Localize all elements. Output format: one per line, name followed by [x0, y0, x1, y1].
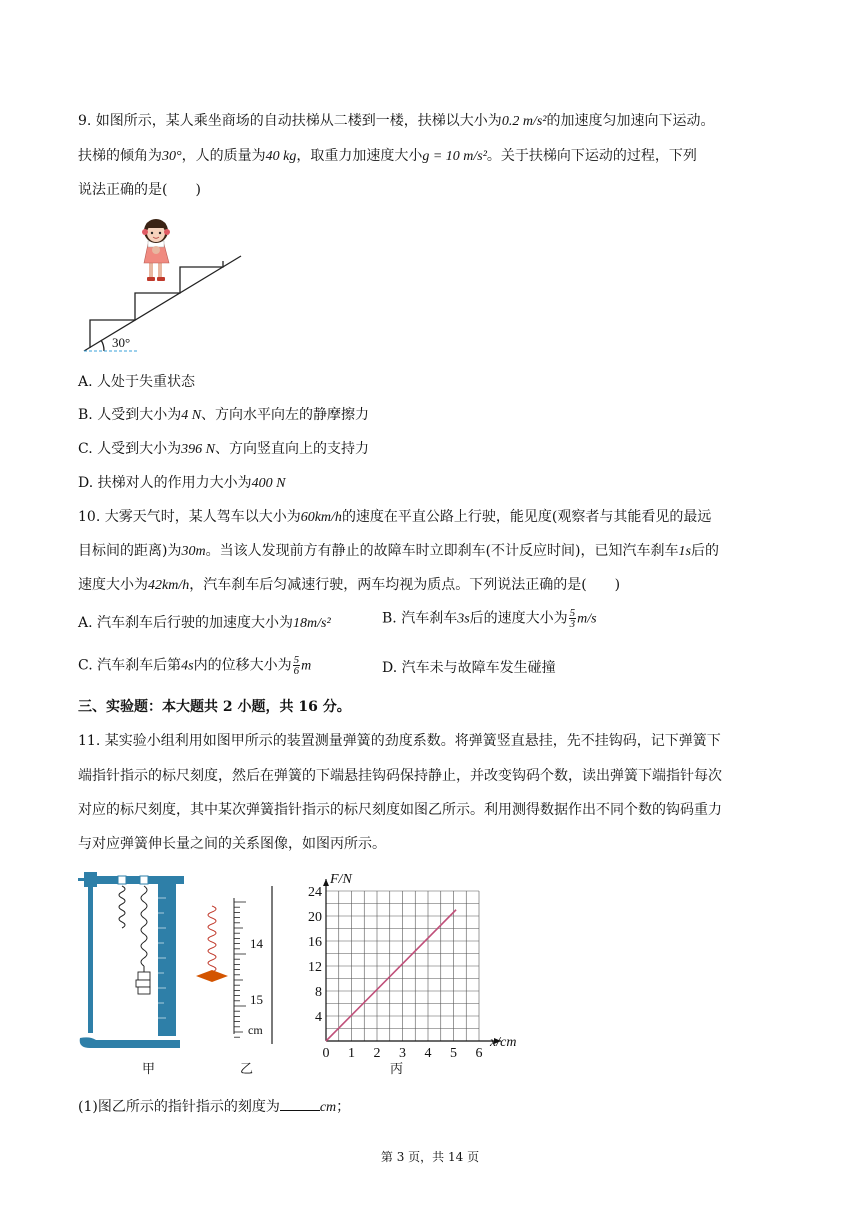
- math-unit: cm: [319, 1100, 337, 1115]
- chart-tick-labels: [308, 885, 483, 1061]
- option-text: B. 汽车刹车: [382, 610, 458, 627]
- y-axis-arrow-icon: [323, 879, 329, 886]
- math-time: 3s: [457, 611, 470, 627]
- q9-line-3: 说法正确的是( ): [78, 182, 201, 198]
- fraction: [293, 655, 301, 676]
- angle-arc: [101, 340, 104, 351]
- hook-weights: [136, 972, 150, 994]
- q11-sub1: [78, 1096, 350, 1118]
- x-tick-label: 2: [373, 1046, 381, 1061]
- page-footer: 第 3 页，共 14 页: [380, 1150, 480, 1164]
- spring-2: [141, 886, 147, 966]
- option-text: 后的速度大小为: [469, 610, 568, 627]
- q10-option-d: D. 汽车未与故障车发生碰撞: [382, 660, 556, 676]
- math-unit: m: [301, 658, 312, 674]
- math-value: 396 N: [181, 442, 215, 457]
- q9-text: 9. 如图所示，某人乘坐商场的自动扶梯从二楼到一楼，扶梯以大小为: [78, 113, 502, 129]
- q10-option-c: [78, 655, 311, 677]
- math-time: 4s: [181, 658, 194, 674]
- math-speed: 42km/h: [148, 578, 190, 593]
- spring-coil: [208, 906, 216, 978]
- caption-yi: 乙: [240, 1062, 254, 1077]
- q10-text: 10. 大雾天气时，某人驾车以大小为: [78, 509, 301, 525]
- punctuation: ；: [336, 1099, 351, 1115]
- fraction-denominator: 3: [569, 618, 576, 630]
- figure-bing-chart: [300, 866, 530, 1062]
- person-icon: [142, 219, 170, 281]
- x-tick-label: 5: [450, 1046, 457, 1061]
- q9-line-1: [78, 111, 714, 132]
- answer-blank[interactable]: [280, 1096, 320, 1111]
- math-angle: 30°: [162, 149, 182, 164]
- ruler-unit: cm: [248, 1023, 263, 1037]
- y-tick-label: 12: [308, 960, 322, 975]
- vertical-pole: [88, 878, 93, 1033]
- q10-line-2: [78, 541, 719, 562]
- y-tick-label: 8: [315, 985, 322, 1000]
- figure-jia-apparatus: [76, 868, 196, 1078]
- fraction: [569, 608, 577, 629]
- math-unit: m/s: [577, 611, 597, 627]
- option-text: D. 扶梯对人的作用力大小为: [78, 475, 252, 491]
- q10-option-a: [78, 613, 331, 634]
- q11-line-2: 端指针指示的标尺刻度，然后在弹簧的下端悬挂钩码保持静止，并改变钩码个数，读出弹簧下端指针每次: [78, 768, 722, 784]
- chart-series: [326, 910, 456, 1041]
- q10-text: 的速度在平直公路上行驶，能见度(观察者与其能看见的最远: [341, 509, 712, 525]
- x-tick-label: 0: [322, 1046, 330, 1061]
- incline-line: [84, 256, 241, 351]
- ruler-jia: [158, 878, 176, 1036]
- chart-ylabel: F/N: [330, 872, 352, 887]
- fraction-numerator: 5: [569, 607, 576, 619]
- q9-line-2: [78, 146, 697, 167]
- q9-option-d: [78, 473, 285, 494]
- option-text: A. 汽车刹车后行驶的加速度大小为: [78, 615, 294, 631]
- q9-text: 扶梯的倾角为: [78, 148, 162, 164]
- chart-xlabel: x/cm: [490, 1035, 517, 1050]
- math-value: 4 N: [181, 408, 202, 423]
- pointer-icon: [196, 970, 228, 982]
- base: [80, 1037, 180, 1048]
- q11-line-4: 与对应弹簧伸长量之间的关系图像，如图丙所示。: [78, 836, 386, 852]
- q10-line-3: [78, 575, 620, 596]
- option-text: C. 汽车刹车后第: [78, 657, 182, 674]
- q9-text: ，取重力加速度大小: [296, 148, 423, 164]
- math-acceleration: 0.2 m/s²: [501, 114, 547, 129]
- x-tick-label: 4: [424, 1046, 432, 1061]
- sub-question-text: (1)图乙所示的指针指示的刻度为: [78, 1099, 280, 1115]
- math-speed: 60km/h: [300, 510, 342, 525]
- q9-text: 的加速度匀加速向下运动。: [546, 113, 715, 129]
- q10-text: 。当该人发现前方有静止的故障车时立即刹车(不计反应时间)，已知汽车刹车: [205, 543, 679, 559]
- x-tick-label: 3: [399, 1046, 406, 1061]
- math-value: 400 N: [251, 476, 286, 491]
- fraction-numerator: 5: [293, 654, 300, 666]
- q11-line-1: 11. 某实验小组利用如图甲所示的装置测量弹簧的劲度系数。将弹簧竖直悬挂，先不挂钩码，记下弹簧下: [78, 733, 721, 749]
- ruler-label-14: 14: [250, 936, 263, 951]
- caption-bing: 丙: [390, 1062, 404, 1077]
- angle-label: 30°: [112, 335, 131, 350]
- ruler-label-15: 15: [250, 992, 263, 1007]
- q9-option-c: [78, 439, 369, 460]
- y-tick-label: 4: [315, 1010, 322, 1025]
- math-value: 18m/s²: [293, 616, 331, 631]
- q10-text: 后的: [690, 543, 719, 559]
- y-tick-label: 20: [308, 910, 322, 925]
- q10-option-b: [382, 608, 597, 630]
- horizontal-rod: [84, 876, 184, 884]
- spring-1: [119, 886, 125, 928]
- figure-yi-ruler: [196, 884, 276, 1044]
- q10-text: ，汽车刹车后匀减速行驶，两车均视为质点。下列说法正确的是( ): [189, 577, 621, 593]
- math-gravity: g = 10 m/s²: [422, 149, 487, 164]
- series-line: [326, 910, 456, 1041]
- escalator-figure: [80, 214, 250, 359]
- option-text: B. 人受到大小为: [78, 407, 182, 423]
- q11-line-3: 对应的标尺刻度，其中某次弹簧指针指示的标尺刻度如图乙所示。利用测得数据作出不同个数的钩码重力: [78, 802, 722, 818]
- ruler-ticks: [234, 902, 246, 1037]
- x-tick-label: 6: [475, 1046, 483, 1061]
- q10-text: 速度大小为: [78, 577, 148, 593]
- q9-option-a: A. 人处于失重状态: [78, 374, 196, 390]
- math-distance: 30m: [181, 544, 206, 559]
- y-tick-label: 16: [308, 935, 322, 950]
- q10-line-1: [78, 507, 711, 528]
- math-mass: 40 kg: [265, 149, 297, 164]
- x-tick-label: 1: [348, 1046, 355, 1061]
- option-text: 、方向水平向左的静摩擦力: [201, 407, 370, 423]
- q9-option-b: [78, 405, 369, 426]
- q10-text: 目标间的距离)为: [78, 543, 182, 559]
- option-text: C. 人受到大小为: [78, 441, 182, 457]
- q9-text: ，人的质量为: [181, 148, 266, 164]
- section-heading: 三、实验题：本大题共 2 小题，共 16 分。: [78, 699, 351, 715]
- q9-text: 。关于扶梯向下运动的过程，下列: [486, 148, 697, 164]
- option-text: 内的位移大小为: [193, 657, 292, 674]
- caption-jia: 甲: [142, 1062, 156, 1077]
- fraction-denominator: 6: [293, 665, 300, 677]
- y-tick-label: 24: [308, 885, 322, 900]
- option-text: 、方向竖直向上的支持力: [214, 441, 369, 457]
- math-time: 1s: [678, 544, 691, 559]
